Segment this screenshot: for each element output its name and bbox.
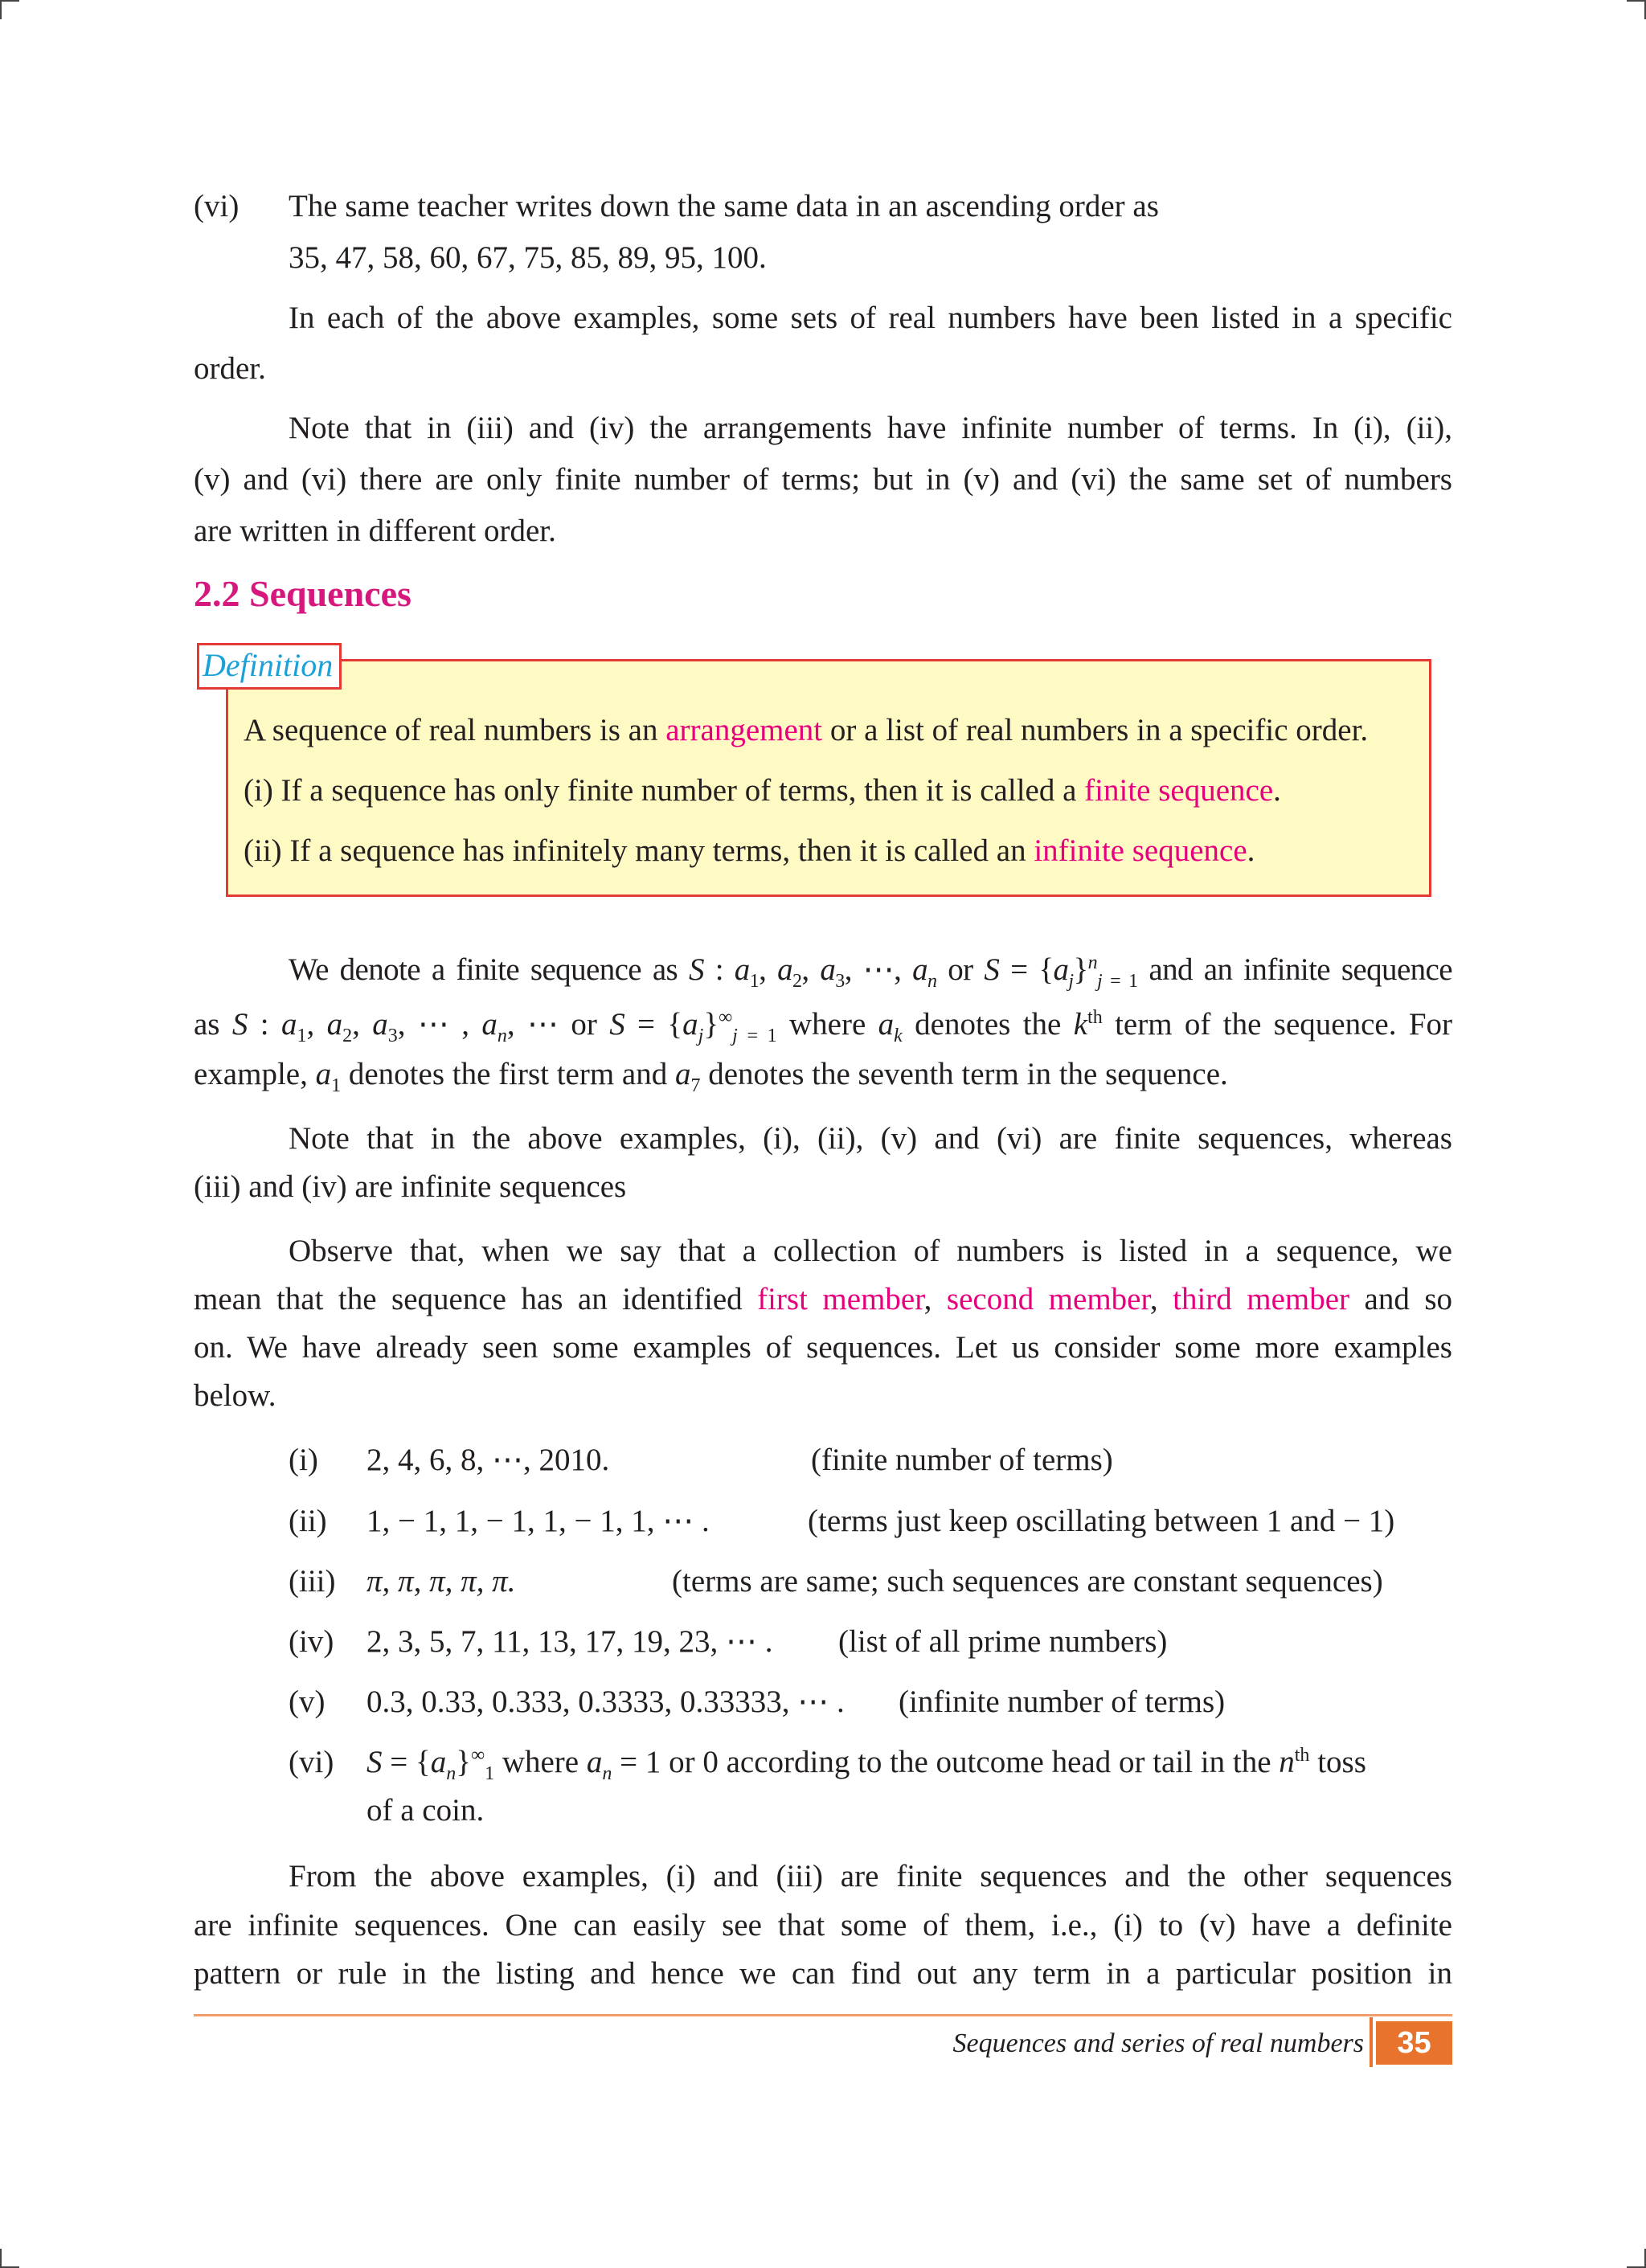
notation-text: and an infinite sequence <box>1137 952 1452 987</box>
definition-text: (i) If a sequence has only finite number of terms, then it is called a <box>244 773 1085 808</box>
notation-text: as <box>194 1007 232 1042</box>
notation-text: We denote a finite sequence as <box>289 952 689 987</box>
paragraph-text: and so <box>1349 1282 1452 1316</box>
paragraph-4-line-2 <box>194 1275 1452 1324</box>
definition-tab: Definition <box>197 643 342 690</box>
example-note: (list of all prime numbers) <box>838 1624 1168 1659</box>
definition-text: A sequence of real numbers is an <box>244 713 666 747</box>
footer-rule <box>194 2014 1452 2016</box>
finite-sequence-formula: S : $a_1$, $a_2$, $a_3$, ⋯, $a_n$ <box>688 952 937 992</box>
notation-text: or <box>936 952 985 987</box>
item-vi-number: (vi) <box>194 189 240 223</box>
crop-mark-bottom-right <box>1627 2249 1646 2268</box>
item-vi <box>194 182 1452 231</box>
example-text: toss <box>1309 1745 1366 1779</box>
example-vi-line-2: of a coin. <box>366 1793 485 1828</box>
nth-ordinal: $n^{th}$ <box>1279 1745 1310 1779</box>
example-sequence: 1, − 1, 1, − 1, 1, − 1, 1, ⋯ . <box>366 1504 710 1538</box>
page-number-bar <box>1370 2017 1373 2067</box>
notation-text: denotes the first term and <box>341 1057 675 1091</box>
example-vi-text <box>366 1738 1452 1787</box>
paragraph-5-line-1: From the above examples, (i) and (iii) are finite sequences and the other sequences <box>289 1859 1452 1893</box>
notation-text: example, <box>194 1057 316 1091</box>
example-note: (finite number of terms) <box>811 1443 1113 1477</box>
paragraph-2-line-1: Note that in (iii) and (iv) the arrangements have infinite number of terms. In (i), (ii), <box>289 411 1452 445</box>
example-number: (i) <box>289 1443 318 1477</box>
example-number: (vi) <box>289 1745 334 1779</box>
definition-line-3 <box>244 826 1255 876</box>
notation-line-1 <box>194 945 1452 995</box>
item-vi-data: 35, 47, 58, 60, 67, 75, 85, 89, 95, 100. <box>289 240 767 275</box>
term-finite-sequence: finite sequence <box>1084 773 1274 808</box>
example-sequence: 0.3, 0.33, 0.333, 0.3333, 0.33333, ⋯ . <box>366 1685 845 1719</box>
term-third-member: third member <box>1173 1282 1350 1316</box>
crop-mark-bottom-left <box>0 2249 19 2268</box>
example-note: (terms are same; such sequences are constant sequences) <box>672 1564 1383 1599</box>
paragraph-1-line-2: order. <box>194 351 266 386</box>
definition-text: or a list of real numbers in a specific order. <box>822 713 1369 747</box>
infinite-sequence-formula: S : $a_1$, $a_2$, $a_3$, ⋯ , $a_n$, ⋯ <box>231 1007 559 1046</box>
infinite-set-formula: $S = \{a_j\}^\infty_{j = 1}$ <box>609 1007 777 1046</box>
notation-text: where <box>776 1007 878 1042</box>
term-second-member: second member <box>946 1282 1150 1316</box>
definition-text: . <box>1247 833 1255 868</box>
term-infinite-sequence: infinite sequence <box>1034 833 1247 868</box>
definition-line-2 <box>244 766 1281 816</box>
term-first-member: first member <box>757 1282 924 1316</box>
example-number: (v) <box>289 1685 326 1719</box>
example-sequence: 2, 4, 6, 8, ⋯, 2010. <box>366 1443 610 1477</box>
paragraph-4-line-4: below. <box>194 1378 276 1413</box>
paragraph-4-line-3: on. We have already seen some examples of sequences. Let us consider some more examples <box>194 1330 1452 1365</box>
example-text: where <box>494 1745 587 1779</box>
example-text: = 1 or 0 according to the outcome head or tail in the <box>612 1745 1280 1779</box>
example-number: (iii) <box>289 1564 336 1599</box>
crop-mark-top-left <box>0 0 19 19</box>
first-term-symbol: $a_1$ <box>315 1057 342 1096</box>
example-sequence: π, π, π, π, π. <box>366 1564 516 1599</box>
notation-text: denotes the <box>902 1007 1074 1042</box>
paragraph-3-line-1: Note that in the above examples, (i), (ii), (v) and (vi) are finite sequences, whereas <box>289 1121 1452 1156</box>
paragraph-2-line-3: are written in different order. <box>194 514 556 548</box>
paragraph-text: , <box>1149 1282 1173 1316</box>
example-note: (terms just keep oscillating between 1 and − 1) <box>808 1504 1395 1538</box>
example-number: (ii) <box>289 1504 327 1538</box>
paragraph-5-line-3: pattern or rule in the listing and hence we can find out any term in a particular position in <box>194 1956 1452 1991</box>
paragraph-3-line-2: (iii) and (iv) are infinite sequences <box>194 1169 627 1204</box>
nth-term-symbol: $a_n$ <box>586 1745 612 1784</box>
page-number: 35 <box>1376 2021 1452 2065</box>
notation-text: or <box>558 1007 610 1042</box>
term-arrangement: arrangement <box>665 713 823 747</box>
seventh-term-symbol: $a_7$ <box>675 1057 701 1096</box>
paragraph-5-line-2: are infinite sequences. One can easily see that some of them, i.e., (i) to (v) have a definite <box>194 1908 1452 1943</box>
notation-line-3 <box>194 1050 1452 1099</box>
running-title: Sequences and series of real numbers <box>952 2029 1364 2058</box>
definition-line-1 <box>244 706 1368 755</box>
definition-text: . <box>1273 773 1281 808</box>
notation-line-2 <box>194 1000 1452 1050</box>
paragraph-4-line-1: Observe that, when we say that a collection of numbers is listed in a sequence, we <box>289 1234 1452 1268</box>
finite-set-formula: $S = \{a_j\}^n_{j = 1}$ <box>984 952 1138 992</box>
paragraph-text: mean that the sequence has an identified <box>194 1282 758 1316</box>
kth-ordinal: $k^{th}$ <box>1073 1007 1103 1042</box>
paragraph-text: , <box>923 1282 947 1316</box>
notation-text: term of the sequence. For <box>1102 1007 1453 1042</box>
crop-mark-top-right <box>1627 0 1646 19</box>
item-vi-text: The same teacher writes down the same data in an ascending order as <box>289 189 1159 223</box>
example-number: (iv) <box>289 1624 334 1659</box>
notation-text: denotes the seventh term in the sequence. <box>700 1057 1228 1091</box>
example-sequence: 2, 3, 5, 7, 11, 13, 17, 19, 23, ⋯ . <box>366 1624 773 1659</box>
section-title: 2.2 Sequences <box>194 573 412 614</box>
paragraph-1-line-1: In each of the above examples, some sets of real numbers have been listed in a specific <box>289 301 1452 335</box>
kth-term-symbol: $a_k$ <box>878 1007 903 1046</box>
definition-text: (ii) If a sequence has infinitely many terms, then it is called an <box>244 833 1034 868</box>
example-note: (infinite number of terms) <box>899 1685 1226 1719</box>
paragraph-2-line-2: (v) and (vi) there are only finite number of terms; but in (v) and (vi) the same set of numbers <box>194 462 1452 497</box>
coin-sequence-formula: $S = \{a_n\}^\infty_1$ <box>366 1745 495 1784</box>
